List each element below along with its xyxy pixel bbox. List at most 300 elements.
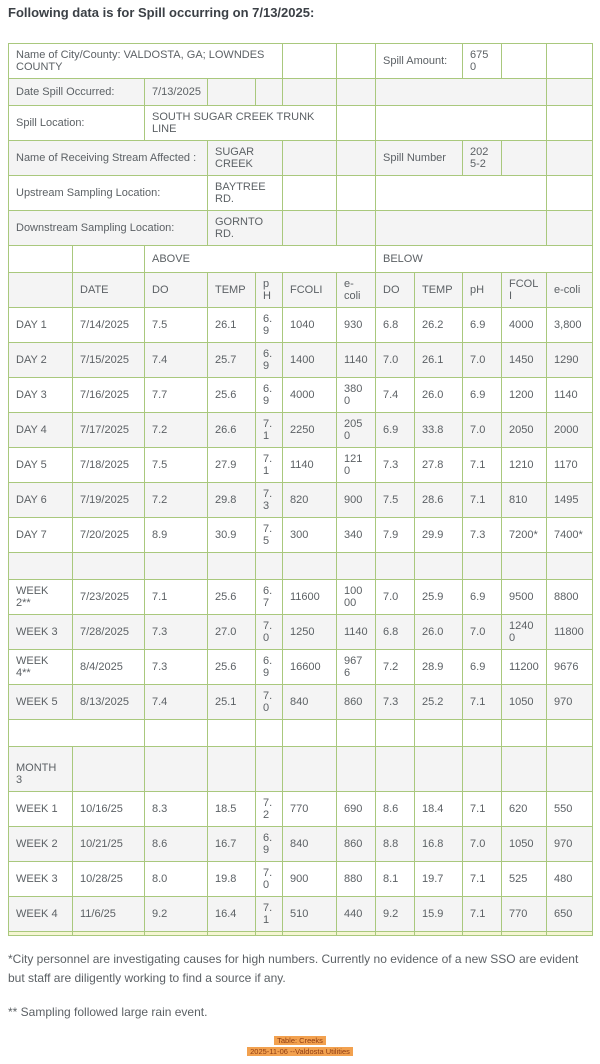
strip-cell <box>502 932 547 936</box>
value-cell: 25.6 <box>208 650 256 685</box>
spill-location-label-cell: Spill Location: <box>9 106 145 141</box>
spacer-cell <box>283 720 337 747</box>
empty-cell <box>337 747 376 792</box>
column-header-cell: DO <box>145 273 208 308</box>
empty-cell <box>547 79 593 106</box>
spacer-cell <box>9 553 73 580</box>
empty-cell <box>502 747 547 792</box>
empty-cell <box>283 141 337 176</box>
value-cell: 7.0 <box>256 615 283 650</box>
info-row-date-occurred <box>9 79 593 106</box>
value-cell: 8800 <box>547 580 593 615</box>
value-cell: 2250 <box>283 413 337 448</box>
empty-cell <box>283 211 337 246</box>
date-cell: 7/14/2025 <box>73 308 145 343</box>
value-cell: 7.3 <box>145 650 208 685</box>
value-cell: 7.0 <box>463 615 502 650</box>
value-cell: 1140 <box>283 448 337 483</box>
empty-cell <box>208 79 256 106</box>
sample-row <box>9 308 593 343</box>
group-header-below-cell: BELOW <box>376 246 593 273</box>
value-cell: 16.8 <box>415 827 463 862</box>
column-header-cell: TEMP <box>415 273 463 308</box>
caption-line-2: 2025-11-06 --Valdosta Utilities <box>247 1047 353 1056</box>
value-cell: 930 <box>337 308 376 343</box>
value-cell: 7.3 <box>376 448 415 483</box>
sample-row <box>9 685 593 720</box>
value-cell: 27.9 <box>208 448 256 483</box>
value-cell: 7.3 <box>376 685 415 720</box>
empty-cell <box>283 176 337 211</box>
value-cell: 28.6 <box>415 483 463 518</box>
empty-cell <box>337 79 376 106</box>
empty-cell <box>145 747 208 792</box>
value-cell: 27.8 <box>415 448 463 483</box>
strip-cell <box>463 932 502 936</box>
spacer-cell <box>502 720 547 747</box>
value-cell: 7.2 <box>376 650 415 685</box>
month-label-cell: MONTH 3 <box>9 747 73 792</box>
empty-cell <box>283 44 337 79</box>
value-cell: 840 <box>283 827 337 862</box>
value-cell: 25.2 <box>415 685 463 720</box>
date-cell: 10/28/25 <box>73 862 145 897</box>
value-cell: 7.4 <box>145 685 208 720</box>
value-cell: 650 <box>547 897 593 932</box>
value-cell: 16.7 <box>208 827 256 862</box>
empty-cell <box>337 44 376 79</box>
value-cell: 510 <box>283 897 337 932</box>
value-cell: 770 <box>283 792 337 827</box>
info-row-receiving-stream <box>9 141 593 176</box>
value-cell: 1140 <box>337 343 376 378</box>
value-cell: 6.9 <box>463 580 502 615</box>
spill-amount-value-cell: 6750 <box>463 44 502 79</box>
sample-row <box>9 792 593 827</box>
value-cell: 6.9 <box>256 827 283 862</box>
spacer-cell <box>463 553 502 580</box>
value-cell: 18.4 <box>415 792 463 827</box>
date-cell: 7/20/2025 <box>73 518 145 553</box>
caption-line-1: Table: Creeks <box>274 1036 326 1045</box>
empty-cell <box>73 747 145 792</box>
value-cell: 8.1 <box>376 862 415 897</box>
spacer-cell <box>463 720 502 747</box>
value-cell: 7.0 <box>376 580 415 615</box>
value-cell: 810 <box>502 483 547 518</box>
value-cell: 19.8 <box>208 862 256 897</box>
row-label-cell: DAY 3 <box>9 378 73 413</box>
spacer-cell <box>283 553 337 580</box>
date-cell: 7/17/2025 <box>73 413 145 448</box>
row-label-cell: DAY 2 <box>9 343 73 378</box>
date-cell: 7/15/2025 <box>73 343 145 378</box>
empty-cell <box>547 211 593 246</box>
value-cell: 26.1 <box>415 343 463 378</box>
sample-row <box>9 615 593 650</box>
value-cell: 7.2 <box>145 483 208 518</box>
value-cell: 30.9 <box>208 518 256 553</box>
value-cell: 2000 <box>547 413 593 448</box>
strip-cell <box>415 932 463 936</box>
value-cell: 1450 <box>502 343 547 378</box>
empty-cell <box>256 747 283 792</box>
value-cell: 7.0 <box>463 827 502 862</box>
column-header-cell: FCOLI <box>283 273 337 308</box>
value-cell: 33.8 <box>415 413 463 448</box>
date-cell: 7/19/2025 <box>73 483 145 518</box>
sample-row <box>9 448 593 483</box>
date-cell: 7/16/2025 <box>73 378 145 413</box>
date-cell: 8/4/2025 <box>73 650 145 685</box>
spacer-cell <box>73 553 145 580</box>
empty-cell <box>415 747 463 792</box>
value-cell: 7.2 <box>145 413 208 448</box>
value-cell: 6.9 <box>463 308 502 343</box>
value-cell: 7400* <box>547 518 593 553</box>
value-cell: 7200* <box>502 518 547 553</box>
row-label-cell: DAY 6 <box>9 483 73 518</box>
spacer-cell <box>9 720 145 747</box>
value-cell: 7.3 <box>145 615 208 650</box>
value-cell: 26.2 <box>415 308 463 343</box>
value-cell: 28.9 <box>415 650 463 685</box>
empty-cell <box>73 246 145 273</box>
row-label-cell: DAY 1 <box>9 308 73 343</box>
value-cell: 29.8 <box>208 483 256 518</box>
empty-cell <box>337 211 376 246</box>
strip-cell <box>376 932 415 936</box>
strip-cell <box>337 932 376 936</box>
value-cell: 7.1 <box>463 897 502 932</box>
value-cell: 6.9 <box>256 650 283 685</box>
value-cell: 1210 <box>337 448 376 483</box>
spacer-cell <box>502 553 547 580</box>
spacer-cell <box>256 553 283 580</box>
value-cell: 6.9 <box>463 650 502 685</box>
value-cell: 26.6 <box>208 413 256 448</box>
column-header-cell: e-coli <box>337 273 376 308</box>
value-cell: 1250 <box>283 615 337 650</box>
column-header-row <box>9 273 593 308</box>
column-header-cell: e-coli <box>547 273 593 308</box>
value-cell: 7.3 <box>256 483 283 518</box>
value-cell: 7.1 <box>256 413 283 448</box>
value-cell: 9.2 <box>376 897 415 932</box>
footnote-rain-event: ** Sampling followed large rain event. <box>8 1005 208 1020</box>
date-cell: 7/18/2025 <box>73 448 145 483</box>
value-cell: 10000 <box>337 580 376 615</box>
column-header-cell: pH <box>256 273 283 308</box>
strip-cell <box>208 932 256 936</box>
value-cell: 25.7 <box>208 343 256 378</box>
spacer-row <box>9 553 593 580</box>
row-label-cell: WEEK 1 <box>9 792 73 827</box>
value-cell: 820 <box>283 483 337 518</box>
value-cell: 620 <box>502 792 547 827</box>
value-cell: 1040 <box>283 308 337 343</box>
value-cell: 7.5 <box>145 308 208 343</box>
empty-cell <box>502 141 547 176</box>
empty-cell <box>256 79 283 106</box>
table-caption <box>8 1036 592 1058</box>
empty-cell <box>337 141 376 176</box>
page-title: Following data is for Spill occurring on 7/13/2025: <box>8 5 315 20</box>
spacer-cell <box>376 720 415 747</box>
value-cell: 6.9 <box>256 308 283 343</box>
spacer-cell <box>376 553 415 580</box>
value-cell: 880 <box>337 862 376 897</box>
empty-cell <box>463 747 502 792</box>
date-occurred-value-cell: 7/13/2025 <box>145 79 208 106</box>
value-cell: 7.0 <box>256 862 283 897</box>
spacer-cell <box>547 720 593 747</box>
value-cell: 7.4 <box>145 343 208 378</box>
highlight-strip-row <box>9 932 593 936</box>
value-cell: 6.7 <box>256 580 283 615</box>
column-header-cell: DATE <box>73 273 145 308</box>
value-cell: 26.0 <box>415 378 463 413</box>
spacer-cell <box>208 553 256 580</box>
spacer-cell <box>256 720 283 747</box>
value-cell: 1050 <box>502 827 547 862</box>
sample-row <box>9 580 593 615</box>
row-label-cell: WEEK 4** <box>9 650 73 685</box>
row-label-cell: WEEK 2 <box>9 827 73 862</box>
spill-location-value-cell: SOUTH SUGAR CREEK TRUNK LINE <box>145 106 337 141</box>
value-cell: 1200 <box>502 378 547 413</box>
info-section <box>9 44 593 246</box>
value-cell: 7.9 <box>376 518 415 553</box>
value-cell: 340 <box>337 518 376 553</box>
spacer-cell <box>415 720 463 747</box>
value-cell: 1140 <box>337 615 376 650</box>
upstream-value-cell: BAYTREE RD. <box>208 176 283 211</box>
strip-cell <box>547 932 593 936</box>
value-cell: 6.9 <box>463 378 502 413</box>
value-cell: 300 <box>283 518 337 553</box>
value-cell: 16.4 <box>208 897 256 932</box>
value-cell: 11600 <box>283 580 337 615</box>
value-cell: 900 <box>337 483 376 518</box>
value-cell: 25.6 <box>208 580 256 615</box>
empty-cell <box>547 141 593 176</box>
row-label-cell: WEEK 5 <box>9 685 73 720</box>
spill-number-value-cell: 2025-2 <box>463 141 502 176</box>
value-cell: 12400 <box>502 615 547 650</box>
spacer-row <box>9 720 593 747</box>
value-cell: 900 <box>283 862 337 897</box>
value-cell: 6.9 <box>376 413 415 448</box>
value-cell: 16600 <box>283 650 337 685</box>
value-cell: 7.5 <box>376 483 415 518</box>
empty-cell <box>376 747 415 792</box>
date-cell: 7/28/2025 <box>73 615 145 650</box>
value-cell: 2050 <box>502 413 547 448</box>
empty-cell <box>547 747 593 792</box>
month-header-row <box>9 747 593 792</box>
sample-row <box>9 862 593 897</box>
sample-row <box>9 827 593 862</box>
date-cell: 7/23/2025 <box>73 580 145 615</box>
value-cell: 25.9 <box>415 580 463 615</box>
value-cell: 840 <box>283 685 337 720</box>
upstream-label-cell: Upstream Sampling Location: <box>9 176 208 211</box>
value-cell: 480 <box>547 862 593 897</box>
group-header-above-cell: ABOVE <box>145 246 376 273</box>
info-row-downstream <box>9 211 593 246</box>
row-label-cell: WEEK 4 <box>9 897 73 932</box>
spacer-cell <box>145 553 208 580</box>
value-cell: 7.5 <box>145 448 208 483</box>
value-cell: 27.0 <box>208 615 256 650</box>
value-cell: 7.0 <box>463 343 502 378</box>
value-cell: 7.0 <box>256 685 283 720</box>
strip-cell <box>9 932 73 936</box>
value-cell: 2050 <box>337 413 376 448</box>
value-cell: 1050 <box>502 685 547 720</box>
receiving-stream-label-cell: Name of Receiving Stream Affected : <box>9 141 208 176</box>
spill-amount-label-cell: Spill Amount: <box>376 44 463 79</box>
empty-cell <box>376 211 547 246</box>
strip-cell <box>73 932 145 936</box>
strip-cell <box>256 932 283 936</box>
value-cell: 26.0 <box>415 615 463 650</box>
row-label-cell: DAY 7 <box>9 518 73 553</box>
spacer-cell <box>337 553 376 580</box>
value-cell: 690 <box>337 792 376 827</box>
info-row-city-county <box>9 44 593 79</box>
value-cell: 4000 <box>283 378 337 413</box>
spacer-cell <box>547 553 593 580</box>
sample-row <box>9 650 593 685</box>
downstream-value-cell: GORNTO RD. <box>208 211 283 246</box>
value-cell: 6.8 <box>376 615 415 650</box>
value-cell: 7.1 <box>463 448 502 483</box>
value-cell: 9676 <box>337 650 376 685</box>
value-cell: 9676 <box>547 650 593 685</box>
sample-row <box>9 483 593 518</box>
value-cell: 860 <box>337 685 376 720</box>
column-header-cell: pH <box>463 273 502 308</box>
value-cell: 25.6 <box>208 378 256 413</box>
sample-row <box>9 518 593 553</box>
empty-cell <box>547 106 593 141</box>
row-label-cell: DAY 4 <box>9 413 73 448</box>
footnote-high-numbers: *City personnel are investigating causes for high numbers. Currently no evidence of a new SSO are evident but staff are diligently working to find a source if any. <box>8 952 579 985</box>
value-cell: 26.1 <box>208 308 256 343</box>
date-cell: 11/6/25 <box>73 897 145 932</box>
value-cell: 525 <box>502 862 547 897</box>
value-cell: 770 <box>502 897 547 932</box>
value-cell: 6.9 <box>256 378 283 413</box>
value-cell: 3800 <box>337 378 376 413</box>
value-cell: 29.9 <box>415 518 463 553</box>
value-cell: 4000 <box>502 308 547 343</box>
value-cell: 18.5 <box>208 792 256 827</box>
value-cell: 7.4 <box>376 378 415 413</box>
sample-row <box>9 413 593 448</box>
column-header-cell: TEMP <box>208 273 256 308</box>
spacer-cell <box>208 720 256 747</box>
value-cell: 1400 <box>283 343 337 378</box>
value-cell: 860 <box>337 827 376 862</box>
downstream-label-cell: Downstream Sampling Location: <box>9 211 208 246</box>
empty-cell <box>502 44 547 79</box>
value-cell: 6.8 <box>376 308 415 343</box>
strip-cell <box>283 932 337 936</box>
empty-cell <box>376 106 547 141</box>
empty-cell <box>547 176 593 211</box>
column-header-cell: FCOLI <box>502 273 547 308</box>
value-cell: 7.1 <box>463 862 502 897</box>
value-cell: 8.6 <box>145 827 208 862</box>
receiving-stream-value-cell: SUGAR CREEK <box>208 141 283 176</box>
column-header-cell: DO <box>376 273 415 308</box>
date-occurred-label-cell: Date Spill Occurred: <box>9 79 145 106</box>
value-cell: 7.5 <box>256 518 283 553</box>
spill-report-table <box>8 43 593 936</box>
sample-row <box>9 378 593 413</box>
column-header-cell <box>9 273 73 308</box>
spacer-cell <box>337 720 376 747</box>
value-cell: 970 <box>547 827 593 862</box>
strip-cell <box>145 932 208 936</box>
spill-number-label-cell: Spill Number <box>376 141 463 176</box>
city-county-cell: Name of City/County: VALDOSTA, GA; LOWNDES COUNTY <box>9 44 283 79</box>
value-cell: 8.3 <box>145 792 208 827</box>
empty-cell <box>208 747 256 792</box>
value-cell: 25.1 <box>208 685 256 720</box>
value-cell: 3,800 <box>547 308 593 343</box>
info-row-spill-location <box>9 106 593 141</box>
value-cell: 1170 <box>547 448 593 483</box>
info-row-upstream <box>9 176 593 211</box>
value-cell: 1495 <box>547 483 593 518</box>
value-cell: 7.1 <box>463 483 502 518</box>
value-cell: 7.1 <box>256 897 283 932</box>
empty-cell <box>283 747 337 792</box>
value-cell: 550 <box>547 792 593 827</box>
value-cell: 7.0 <box>376 343 415 378</box>
value-cell: 11200 <box>502 650 547 685</box>
date-cell: 8/13/2025 <box>73 685 145 720</box>
value-cell: 7.0 <box>463 413 502 448</box>
empty-cell <box>9 246 73 273</box>
value-cell: 7.7 <box>145 378 208 413</box>
value-cell: 19.7 <box>415 862 463 897</box>
value-cell: 1290 <box>547 343 593 378</box>
value-cell: 970 <box>547 685 593 720</box>
value-cell: 11800 <box>547 615 593 650</box>
value-cell: 440 <box>337 897 376 932</box>
empty-cell <box>337 106 376 141</box>
row-label-cell: WEEK 2** <box>9 580 73 615</box>
value-cell: 8.8 <box>376 827 415 862</box>
empty-cell <box>547 44 593 79</box>
group-header-row <box>9 246 593 273</box>
value-cell: 7.3 <box>463 518 502 553</box>
sample-row <box>9 343 593 378</box>
date-cell: 10/16/25 <box>73 792 145 827</box>
value-cell: 8.0 <box>145 862 208 897</box>
value-cell: 9.2 <box>145 897 208 932</box>
spacer-cell <box>145 720 208 747</box>
value-cell: 15.9 <box>415 897 463 932</box>
value-cell: 8.9 <box>145 518 208 553</box>
value-cell: 7.1 <box>463 792 502 827</box>
date-cell: 10/21/25 <box>73 827 145 862</box>
